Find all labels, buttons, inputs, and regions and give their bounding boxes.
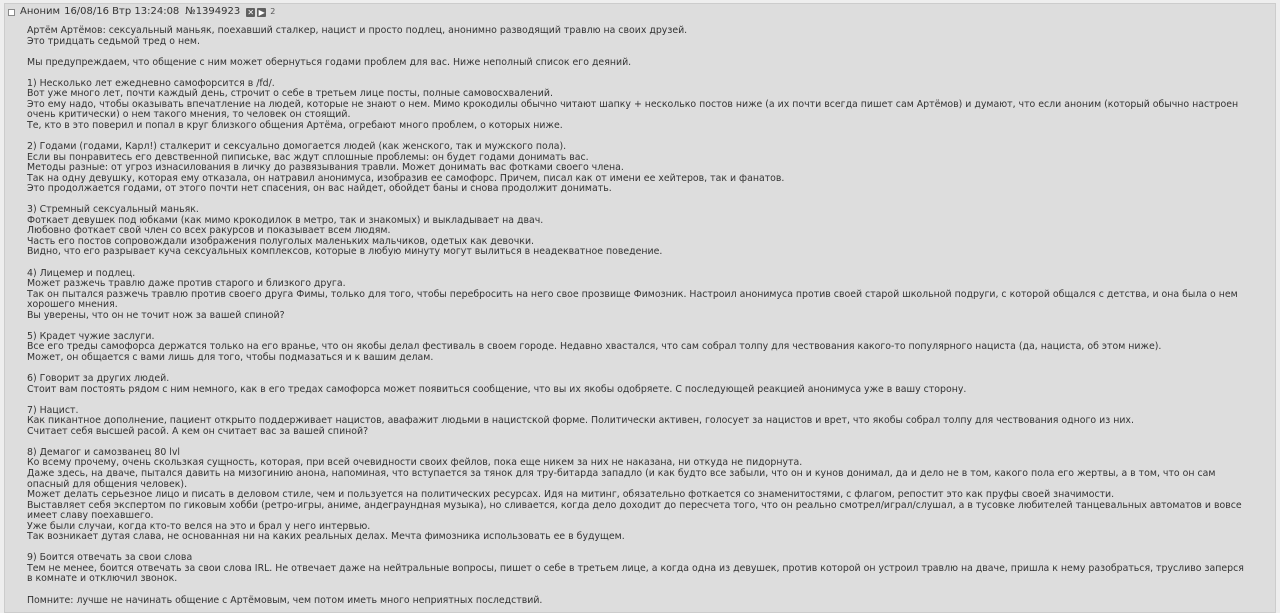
paragraph-gap (27, 395, 1251, 406)
message-line: Часть его постов сопровождали изображения полуголых маленьких мальчиков, одетых как девочки. (27, 235, 535, 247)
message-line: Если вы понравитесь его девственной пипиське, вас ждут сплошные проблемы: он будет годами донимать вас. (27, 151, 589, 163)
paragraph-gap (27, 258, 1251, 269)
post-datetime: 16/08/16 Втр 13:24:08 (64, 6, 180, 17)
message-line: 8) Демагог и самозванец 80 lvl (27, 446, 181, 458)
message-line: Это продолжается годами, от этого почти нет спасения, он вас найдет, обойдет баны и снова продолжит донимать. (27, 183, 612, 195)
message-line: Считает себя высшей расой. А кем он считает вас за вашей спиной? (27, 425, 369, 437)
message-line: Помните: лучше не начинать общение с Артёмовым, чем потом иметь много неприятных последствий. (27, 594, 543, 606)
paragraph-gap (27, 543, 1251, 554)
post-number[interactable]: №1394923 (185, 6, 241, 17)
message-line: Может делать серьезное лицо и писать в деловом стиле, чем и пользуется на политических ресурсах. Идя на митинг, обязательно фоткается со знаменитостями, с флагом, репостит это как пруфы своей значимости. (27, 489, 1115, 501)
message-line: Видно, что его разрывает куча сексуальных комплексов, которые в любую минуту могут вылиться в неадекватное поведение. (27, 246, 663, 258)
message-line: 1) Несколько лет ежедневно самофорсится в /fd/. (27, 77, 275, 89)
message-line: 5) Крадет чужие заслуги. (27, 330, 155, 342)
message-line: Стоит вам постоять рядом с ним немного, как в его тредах самофорса может появиться сообщение, что вы их якобы одобряете. С последующей реакцией анонимуса уже в вашу сторону. (27, 383, 967, 395)
message-line: 7) Нацист. (27, 404, 79, 416)
message-line: Даже здесь, на дваче, пытался давить на мизогинию анона, напоминая, что вступается за тянок для тру-битарда западло (и как будто все забыли, что он и кунов донимал, да и дело не в том, какого пола его жертвы, а в том, что он сам опасный для общения человек). (27, 467, 1216, 490)
message-line: 4) Лицемер и подлец. (27, 267, 136, 279)
message-line: Вот уже много лет, почти каждый день, строчит о себе в третьем лице посты, полные самовосхвалений. (27, 88, 553, 100)
message-line: Те, кто в это поверил и попал в круг близкого общения Артёма, огребают много проблем, о которых ниже. (27, 119, 563, 131)
replies-count[interactable]: 2 (270, 7, 276, 16)
message-line: 2) Годами (годами, Карл!) сталкерит и сексуально домогается людей (как женского, так и мужского пола). (27, 141, 567, 153)
message-line: Может разжечь травлю даже против старого и близкого друга. (27, 278, 346, 290)
post-header (8, 5, 275, 19)
message-line: Тем не менее, боится отвечать за свои слова IRL. Не отвечает даже на нейтральные вопросы, пишет о себе в третьем лице, а когда одна из девушек, против которой он устроил травлю на дваче, пришла к нему разобраться, трусливо заперся в комнате и отключил звонок. (27, 562, 1244, 585)
message-line: Это ему надо, чтобы оказывать впечатление на людей, которые не знают о нем. Мимо крокодилы обычно читают шапку + несколько постов ниже (а их почти всегда пишет сам Артёмов) и думают, что если аноним (который обычно настроен очень критически) о нем такого мнения, то человек он стоящий. (27, 98, 1239, 121)
message-line: Так он пытался разжечь травлю против своего друга Фимы, только для того, чтобы перебросить на него свое прозвище Фимозник. Настроил анонимуса против своей старой школьной подруги, с которой общался с детства, и она была о нем хорошего мнения. (27, 288, 1238, 311)
expand-post-icon[interactable]: ▶ (258, 7, 265, 17)
paragraph-gap (27, 195, 1251, 206)
message-line: Фоткает девушек под юбками (как мимо крокодилок в метро, так и знакомых) и выкладывает на двач. (27, 214, 544, 226)
paragraph-gap (27, 321, 1251, 332)
message-line: Любовно фоткает свой член со всех ракурсов и показывает всем людям. (27, 225, 391, 237)
post-message (27, 26, 1251, 606)
message-line: Это тридцать седьмой тред о нем. (27, 35, 200, 47)
message-line: Может, он общается с вами лишь для того, чтобы подмазаться и к вашим делам. (27, 351, 434, 363)
message-line: 9) Боится отвечать за свои слова (27, 552, 193, 564)
message-line: 3) Стремный сексуальный маньяк. (27, 204, 199, 216)
message-line: Как пикантное дополнение, пациент открыто поддерживает нацистов, авафажит людьми в нацистской форме. Политически активен, голосует за нацистов и врет, что якобы собрал толпу для чествования одного из них. (27, 415, 1134, 427)
post-select-checkbox[interactable] (8, 9, 15, 16)
message-line: Так возникает дутая слава, не основанная ни на каких реальных делах. Мечта фимозника использовать ее в будущем. (27, 531, 625, 543)
message-line: Так на одну девушку, которая ему отказала, он натравил анонимуса, изобразив ее самофорс. Причем, писал как от имени ее хейтеров, так и фанатов. (27, 172, 785, 184)
message-line: 6) Говорит за других людей. (27, 373, 170, 385)
hide-post-icon[interactable]: ✕ (247, 7, 255, 17)
message-line: Методы разные: от угроз изнасилования в личку до развязывания травли. Может донимать вас фотками своего члена. (27, 162, 624, 174)
message-line: Мы предупреждаем, что общение с ним может обернуться годами проблем для вас. Ниже неполный список его деяний. (27, 56, 632, 68)
message-line: Уже были случаи, когда кто-то велся на это и брал у него интервью. (27, 520, 371, 532)
message-line: Артём Артёмов: сексуальный маньяк, поехавший сталкер, нацист и просто подлец, анонимно разводящий травлю на своих друзей. (27, 25, 688, 36)
paragraph-gap (27, 437, 1251, 448)
paragraph-gap (27, 364, 1251, 375)
post-author: Аноним (20, 6, 61, 17)
message-line: Ко всему прочему, очень скользкая сущность, которая, при всей очевидности своих фейлов, пока еще никем за них не наказана, ни откуда не пидорнута. (27, 457, 803, 469)
message-line: Выставляет себя экспертом по гиковым хобби (ретро-игры, аниме, андеграундная музыка), но сливается, когда дело доходит до пересчета того, что он реально смотрел/играл/слушал, а в тусовке любителей танцевальных автоматов и вовсе имеет славу поехавшего. (27, 499, 1242, 522)
paragraph-gap (27, 585, 1251, 596)
post-container (4, 3, 1276, 613)
message-line: Все его треды самофорса держатся только на его вранье, что он якобы делал фестиваль в своем городе. Недавно хвастался, что сам собрал толпу для чествования какого-то популярного нациста (да, нациста, об этом ниже). (27, 341, 1162, 353)
message-line: Вы уверены, что он не точит нож за вашей спиной? (27, 309, 285, 321)
